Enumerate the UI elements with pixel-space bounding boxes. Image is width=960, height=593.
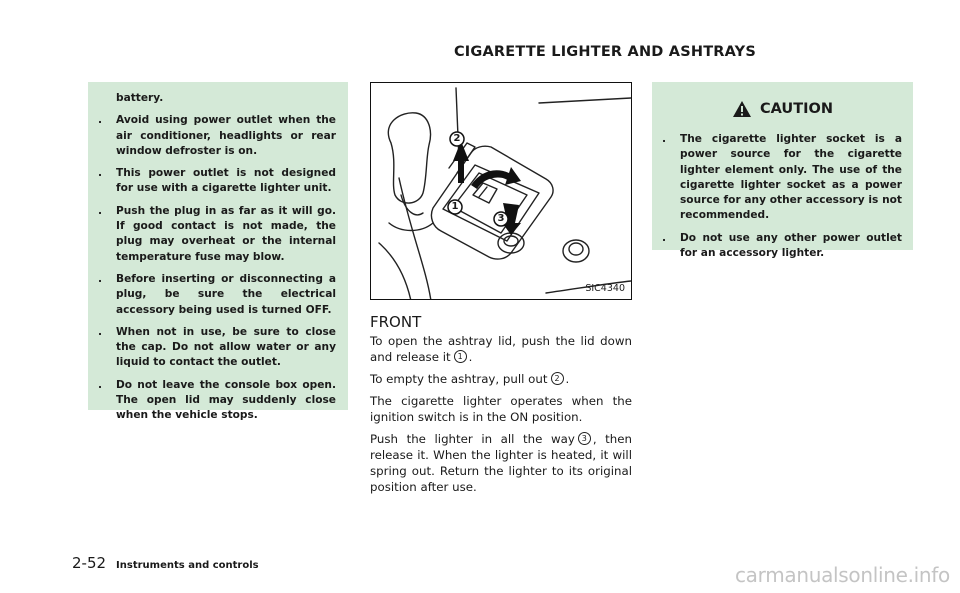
figure-code: SIC4340 (585, 283, 625, 294)
paragraph: The cigarette lighter operates when the ignition switch is in the ON position. (370, 394, 632, 424)
warning-item: . Before inserting or disconnecting a plug, be sure the electrical accessory being used is turned OFF. (98, 272, 336, 318)
bullet-icon: . (98, 204, 103, 217)
callout-ref-2: 2 (551, 372, 564, 385)
bullet-icon: . (662, 133, 667, 145)
warning-item: . This power outlet is not designed for use with a cigarette lighter unit. (98, 166, 336, 197)
paragraph: To empty the ashtray, pull out 2 . (370, 372, 570, 386)
warning-item: . When not in use, be sure to close the cap. Do not allow water or any liquid to contact the outlet. (98, 325, 336, 371)
page-footer (72, 554, 259, 572)
console-drawing (371, 83, 632, 300)
caution-header (652, 97, 913, 121)
caution-list (662, 132, 902, 268)
caution-title: CAUTION (760, 101, 833, 117)
callout-ref-1: 1 (454, 350, 467, 363)
warning-item: . Do not leave the console box open. The open lid may suddenly close when the vehicle stops. (98, 378, 336, 424)
ashtray-illustration (370, 82, 632, 300)
warning-triangle-icon (732, 100, 752, 118)
bullet-icon: . (98, 272, 103, 285)
caution-item: . Do not use any other power outlet for an accessory lighter. (662, 231, 902, 262)
callout-ref-3: 3 (578, 432, 591, 445)
warning-item: . Push the plug in as far as it will go. If good contact is not made, the plug may overheat or the internal temperature fuse may blow. (98, 204, 336, 265)
caution-box (652, 82, 913, 260)
callout-3: 3 (497, 213, 505, 224)
bullet-icon: . (98, 378, 103, 391)
warning-continuation: battery. (116, 92, 164, 104)
section-heading-front: FRONT (370, 313, 422, 331)
watermark: carmanualsonline.info (734, 563, 950, 587)
callout-2: 2 (453, 133, 461, 144)
caution-item: . The cigarette lighter socket is a power source for the cigarette lighter element only. The use of the cigarette lighter socket as a power source for any other accessory is not recommended. (662, 132, 902, 224)
paragraph: To open the ashtray lid, push the lid down and release it 1 . (370, 334, 632, 364)
callout-1: 1 (451, 201, 459, 212)
warning-box (88, 82, 348, 422)
paragraph: Push the lighter in all the way 3 , then release it. When the lighter is heated, it will spring out. Return the lighter to its original position after use. (370, 432, 632, 494)
bullet-icon: . (98, 167, 103, 180)
bullet-icon: . (98, 114, 103, 127)
bullet-icon: . (98, 325, 103, 338)
page-title: CIGARETTE LIGHTER AND ASHTRAYS (453, 44, 757, 60)
front-body (370, 333, 632, 501)
bullet-icon: . (662, 231, 667, 244)
page-number: 2-52 (72, 554, 107, 572)
chapter-label: Instruments and controls (116, 560, 259, 571)
warning-item: . Avoid using power outlet when the air conditioner, headlights or rear window defroster is on. (98, 113, 336, 159)
